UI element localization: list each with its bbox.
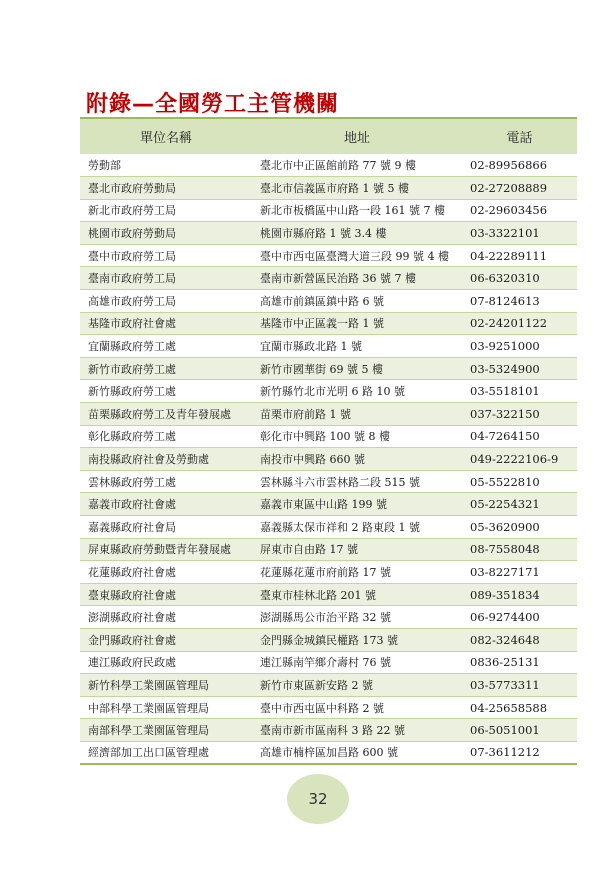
table-row — [80, 719, 577, 742]
table-row — [80, 244, 577, 267]
table-row — [80, 335, 577, 358]
phone-cell: 04-25658588 — [462, 696, 577, 719]
address-cell: 新竹市國華街 69 號 5 樓 — [252, 357, 462, 380]
unit-name-cell: 彰化縣政府勞工處 — [80, 425, 252, 448]
address-cell: 基隆市中正區義一路 1 號 — [252, 312, 462, 335]
phone-cell: 05-2254321 — [462, 493, 577, 516]
address-cell: 臺中市西屯區中科路 2 號 — [252, 696, 462, 719]
address-cell: 新北市板橋區中山路一段 161 號 7 樓 — [252, 199, 462, 222]
unit-name-cell: 新北市政府勞工局 — [80, 199, 252, 222]
address-cell: 屏東市自由路 17 號 — [252, 538, 462, 561]
unit-name-cell: 中部科學工業園區管理局 — [80, 696, 252, 719]
address-cell: 臺東市桂林北路 201 號 — [252, 583, 462, 606]
table-row — [80, 561, 577, 584]
address-cell: 新竹縣竹北市光明 6 路 10 號 — [252, 380, 462, 403]
unit-name-cell: 苗栗縣政府勞工及青年發展處 — [80, 403, 252, 426]
phone-cell: 02-89956866 — [462, 154, 577, 177]
table-header-row — [80, 118, 577, 154]
address-cell: 高雄市前鎮區鎮中路 6 號 — [252, 290, 462, 313]
table-row — [80, 538, 577, 561]
unit-name-cell: 嘉義市政府社會處 — [80, 493, 252, 516]
address-cell: 高雄市楠梓區加昌路 600 號 — [252, 741, 462, 764]
phone-cell: 03-9251000 — [462, 335, 577, 358]
phone-cell: 03-8227171 — [462, 561, 577, 584]
table-row — [80, 199, 577, 222]
address-cell: 彰化市中興路 100 號 8 樓 — [252, 425, 462, 448]
phone-cell: 04-7264150 — [462, 425, 577, 448]
table-row — [80, 493, 577, 516]
phone-cell: 05-3620900 — [462, 516, 577, 539]
address-cell: 臺南市新市區南科 3 路 22 號 — [252, 719, 462, 742]
table-row — [80, 583, 577, 606]
unit-name-cell: 屏東縣政府勞動暨青年發展處 — [80, 538, 252, 561]
unit-name-cell: 雲林縣政府勞工處 — [80, 470, 252, 493]
address-cell: 花蓮縣花蓮市府前路 17 號 — [252, 561, 462, 584]
column-header-phone: 電話 — [506, 131, 533, 146]
labor-authority-table — [80, 117, 577, 765]
phone-cell: 02-24201122 — [462, 312, 577, 335]
unit-name-cell: 嘉義縣政府社會局 — [80, 516, 252, 539]
unit-name-cell: 宜蘭縣政府勞工處 — [80, 335, 252, 358]
phone-cell: 082-324648 — [462, 628, 577, 651]
unit-name-cell: 連江縣政府民政處 — [80, 651, 252, 674]
unit-name-cell: 金門縣政府社會處 — [80, 628, 252, 651]
phone-cell: 03-5324900 — [462, 357, 577, 380]
phone-cell: 07-3611212 — [462, 741, 577, 764]
address-cell: 嘉義縣太保市祥和 2 路東段 1 號 — [252, 516, 462, 539]
table-row — [80, 312, 577, 335]
phone-cell: 05-5522810 — [462, 470, 577, 493]
address-cell: 新竹市東區新安路 2 號 — [252, 674, 462, 697]
unit-name-cell: 經濟部加工出口區管理處 — [80, 741, 252, 764]
address-cell: 連江縣南竿鄉介壽村 76 號 — [252, 651, 462, 674]
address-cell: 金門縣金城鎮民權路 173 號 — [252, 628, 462, 651]
table-row — [80, 380, 577, 403]
address-cell: 臺北市信義區市府路 1 號 5 樓 — [252, 177, 462, 200]
table-row — [80, 154, 577, 177]
unit-name-cell: 臺東縣政府社會處 — [80, 583, 252, 606]
unit-name-cell: 新竹市政府勞工處 — [80, 357, 252, 380]
phone-cell: 0836-25131 — [462, 651, 577, 674]
page-number: 32 — [287, 774, 349, 824]
phone-cell: 07-8124613 — [462, 290, 577, 313]
phone-cell: 037-322150 — [462, 403, 577, 426]
unit-name-cell: 勞動部 — [80, 154, 252, 177]
table-row — [80, 177, 577, 200]
table-row — [80, 470, 577, 493]
address-cell: 臺中市西屯區臺灣大道三段 99 號 4 樓 — [252, 244, 462, 267]
table-row — [80, 696, 577, 719]
phone-cell: 03-3322101 — [462, 222, 577, 245]
phone-cell: 06-6320310 — [462, 267, 577, 290]
phone-cell: 03-5773311 — [462, 674, 577, 697]
unit-name-cell: 臺北市政府勞動局 — [80, 177, 252, 200]
phone-cell: 089-351834 — [462, 583, 577, 606]
table-row — [80, 357, 577, 380]
phone-cell: 049-2222106-9 — [462, 448, 577, 471]
table-row — [80, 651, 577, 674]
column-header-unit-name: 單位名稱 — [139, 131, 192, 146]
page-title: 附錄—全國勞工主管機關 — [86, 91, 340, 117]
phone-cell: 02-29603456 — [462, 199, 577, 222]
phone-cell: 04-22289111 — [462, 244, 577, 267]
phone-cell: 08-7558048 — [462, 538, 577, 561]
table-row — [80, 606, 577, 629]
table-row — [80, 403, 577, 426]
address-cell: 臺南市新營區民治路 36 號 7 樓 — [252, 267, 462, 290]
address-cell: 苗栗市府前路 1 號 — [252, 403, 462, 426]
unit-name-cell: 南投縣政府社會及勞動處 — [80, 448, 252, 471]
table-row — [80, 267, 577, 290]
address-cell: 澎湖縣馬公市治平路 32 號 — [252, 606, 462, 629]
address-cell: 嘉義市東區中山路 199 號 — [252, 493, 462, 516]
address-cell: 臺北市中正區館前路 77 號 9 樓 — [252, 154, 462, 177]
table-row — [80, 674, 577, 697]
address-cell: 雲林縣斗六市雲林路二段 515 號 — [252, 470, 462, 493]
unit-name-cell: 新竹縣政府勞工處 — [80, 380, 252, 403]
unit-name-cell: 臺中市政府勞工局 — [80, 244, 252, 267]
unit-name-cell: 基隆市政府社會處 — [80, 312, 252, 335]
table-row — [80, 628, 577, 651]
phone-cell: 02-27208889 — [462, 177, 577, 200]
table-row — [80, 741, 577, 764]
phone-cell: 03-5518101 — [462, 380, 577, 403]
phone-cell: 06-5051001 — [462, 719, 577, 742]
table-row — [80, 222, 577, 245]
table-row — [80, 448, 577, 471]
address-cell: 桃園市縣府路 1 號 3.4 樓 — [252, 222, 462, 245]
unit-name-cell: 高雄市政府勞工局 — [80, 290, 252, 313]
address-cell: 宜蘭市縣政北路 1 號 — [252, 335, 462, 358]
unit-name-cell: 臺南市政府勞工局 — [80, 267, 252, 290]
unit-name-cell: 南部科學工業園區管理局 — [80, 719, 252, 742]
unit-name-cell: 澎湖縣政府社會處 — [80, 606, 252, 629]
unit-name-cell: 花蓮縣政府社會處 — [80, 561, 252, 584]
address-cell: 南投市中興路 660 號 — [252, 448, 462, 471]
table-row — [80, 425, 577, 448]
table-row — [80, 516, 577, 539]
unit-name-cell: 桃園市政府勞動局 — [80, 222, 252, 245]
table-row — [80, 290, 577, 313]
column-header-address: 地址 — [343, 131, 370, 146]
phone-cell: 06-9274400 — [462, 606, 577, 629]
unit-name-cell: 新竹科學工業園區管理局 — [80, 674, 252, 697]
